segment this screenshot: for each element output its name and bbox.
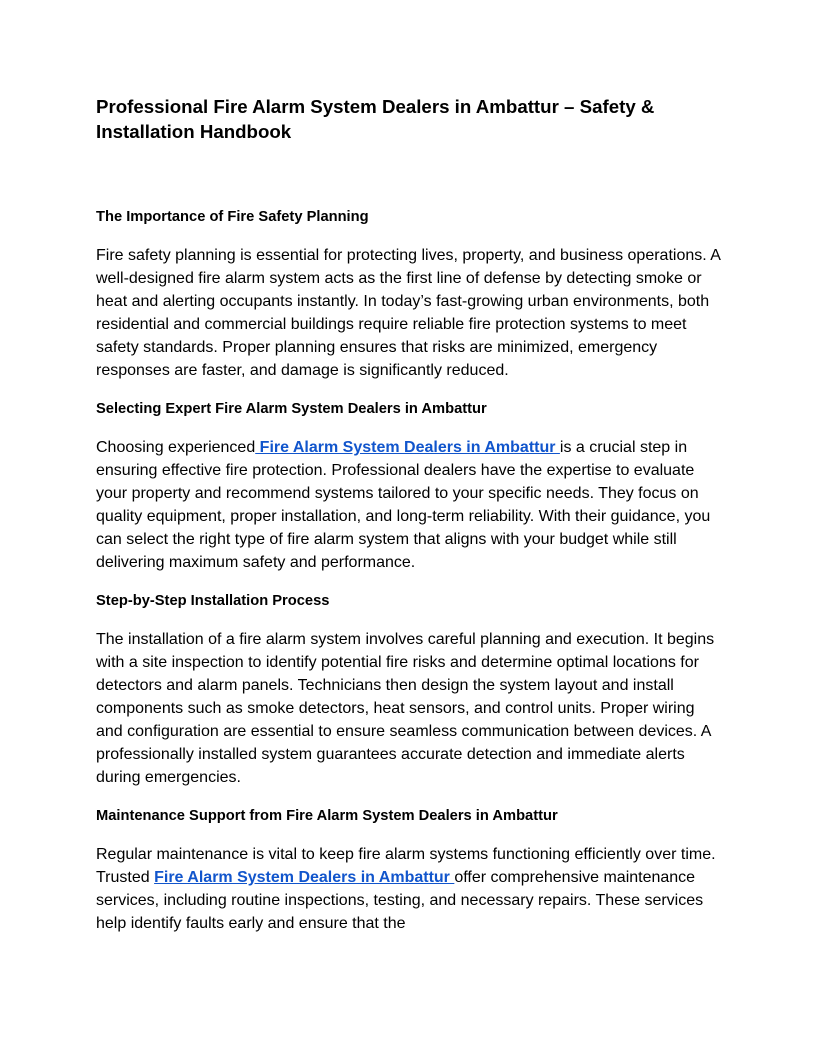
dealers-link[interactable]: Fire Alarm System Dealers in Ambattur xyxy=(154,869,455,886)
document-page xyxy=(96,94,724,952)
paragraph-text-after-link: offer comprehensive maintenance services, including routine inspections, testing, and necessary repairs. These services help identify faults early and ensure that the xyxy=(96,869,704,932)
section-fire-safety-planning xyxy=(96,207,724,382)
section-paragraph xyxy=(96,436,724,574)
section-selecting-dealers xyxy=(96,399,724,574)
paragraph-text-after-link: is a crucial step in ensuring effective fire protection. Professional dealers have the expertise to evaluate your property and recommend systems tailored to your specific needs. They focus on quality equipment, proper installation, and long-term reliability. With their guidance, you can select the right type of fire alarm system that aligns with your budget while still delivering maximum safety and performance. xyxy=(96,439,711,571)
document-title: Professional Fire Alarm System Dealers in Ambattur – Safety & Installation Handbook xyxy=(96,96,655,142)
paragraph-text-before-link: Regular maintenance is vital to keep fire alarm systems functioning efficiently over time. Trusted xyxy=(96,846,716,886)
section-heading: Maintenance Support from Fire Alarm System Dealers in Ambattur xyxy=(96,808,558,824)
paragraph-text-before-link: Choosing experienced xyxy=(96,439,256,456)
section-heading: Selecting Expert Fire Alarm System Dealers in Ambattur xyxy=(96,401,487,417)
section-paragraph: Fire safety planning is essential for protecting lives, property, and business operations. A well-designed fire alarm system acts as the first line of defense by detecting smoke or heat and alerting occupants instantly. In today’s fast-growing urban environments, both residential and commercial buildings require reliable fire protection systems to meet safety standards. Proper planning ensures that risks are minimized, emergency responses are faster, and damage is significantly reduced. xyxy=(96,247,721,379)
section-paragraph xyxy=(96,843,724,935)
section-heading: The Importance of Fire Safety Planning xyxy=(96,209,369,225)
title-spacer xyxy=(96,144,724,207)
section-installation-process xyxy=(96,591,724,789)
section-maintenance-support xyxy=(96,806,724,935)
section-paragraph: The installation of a fire alarm system involves careful planning and execution. It begins with a site inspection to identify potential fire risks and determine optimal locations for detectors and alarm panels. Technicians then design the system layout and install components such as smoke detectors, heat sensors, and control units. Proper wiring and configuration are essential to ensure seamless communication between devices. A professionally installed system guarantees accurate detection and immediate alerts during emergencies. xyxy=(96,631,715,786)
dealers-link[interactable]: Fire Alarm System Dealers in Ambattur xyxy=(255,439,560,456)
section-heading: Step-by-Step Installation Process xyxy=(96,593,330,609)
